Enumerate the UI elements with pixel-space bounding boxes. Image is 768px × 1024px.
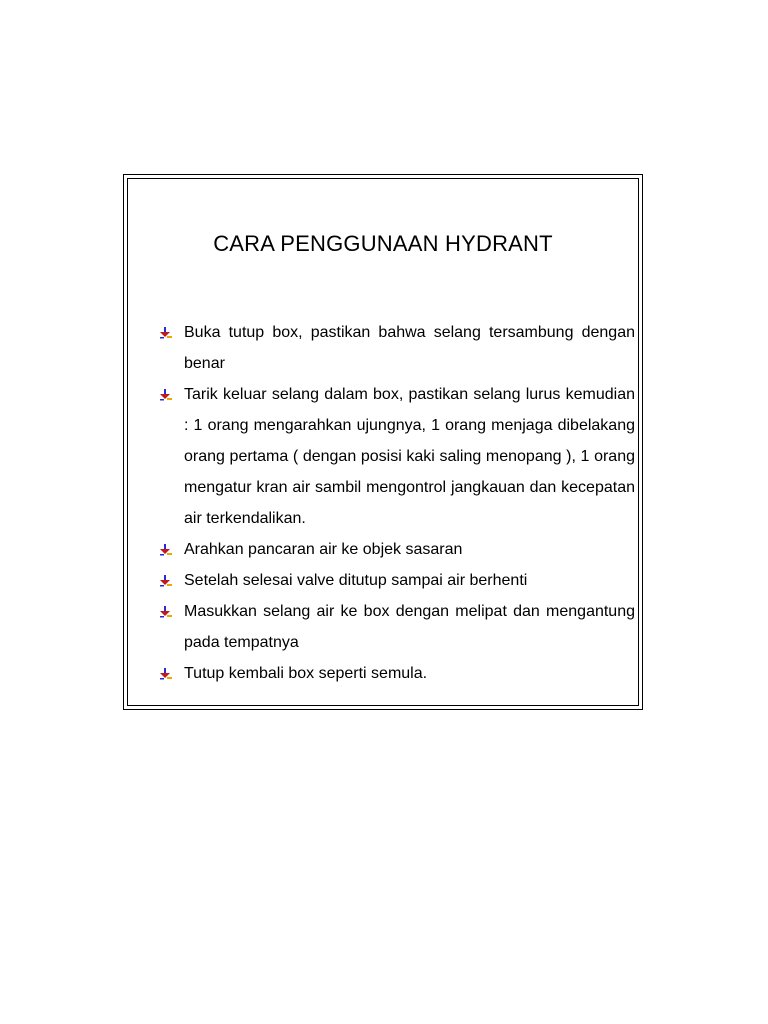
arrow-down-bullet-icon <box>159 606 173 618</box>
list-item-text: Buka tutup box, pastikan bahwa selang tersambung dengan benar <box>184 324 635 372</box>
list-item <box>159 534 635 565</box>
list-item <box>159 658 635 689</box>
list-item-text: Arahkan pancaran air ke objek sasaran <box>184 541 463 558</box>
arrow-down-bullet-icon <box>159 327 173 339</box>
list-item <box>159 565 635 596</box>
arrow-down-bullet-icon <box>159 575 173 587</box>
list-item <box>159 379 635 534</box>
arrow-down-bullet-icon <box>159 668 173 680</box>
list-item-text: Tutup kembali box seperti semula. <box>184 665 428 682</box>
instruction-box-inner <box>127 178 639 706</box>
arrow-down-bullet-icon <box>159 389 173 401</box>
list-item <box>159 317 635 379</box>
instruction-list <box>159 317 635 689</box>
list-item-text: Masukkan selang air ke box dengan melipat dan mengantung pada tempatnya <box>184 603 635 651</box>
list-item <box>159 596 635 658</box>
list-item-text: Tarik keluar selang dalam box, pastikan selang lurus kemudian : 1 orang mengarahkan ujungnya, 1 orang menjaga dibelakang orang pertama ( dengan posisi kaki saling menopang ), 1 orang mengatur kran air sambil mengontrol jangkauan dan kecepatan air terkendalikan. <box>184 386 635 527</box>
instruction-box <box>123 174 643 710</box>
list-item-text: Setelah selesai valve ditutup sampai air berhenti <box>184 572 528 589</box>
arrow-down-bullet-icon <box>159 544 173 556</box>
page-title: CARA PENGGUNAAN HYDRANT <box>213 231 553 256</box>
